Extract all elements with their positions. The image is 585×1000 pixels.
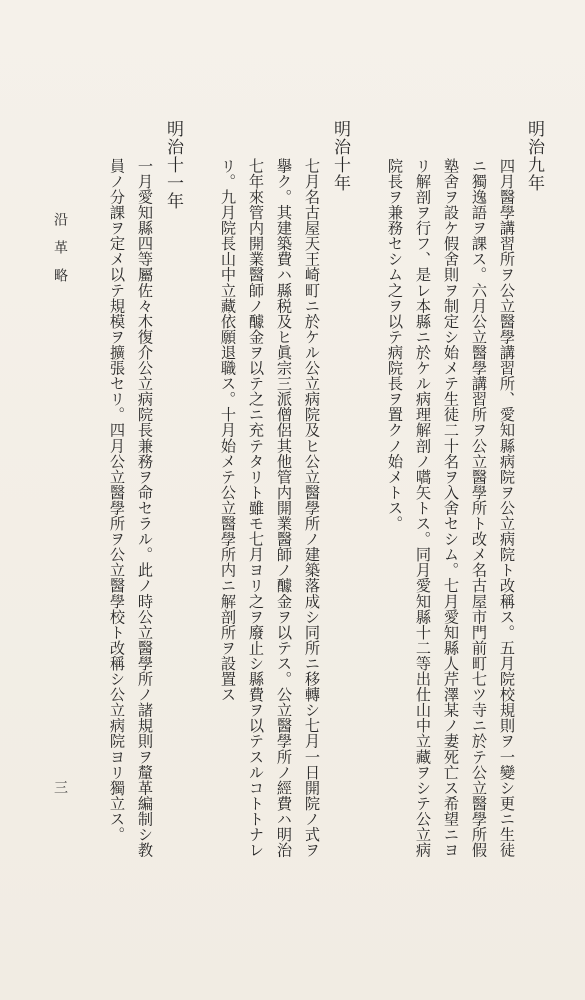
paragraph-column: 七年來管内開業醫師ノ醵金ヲ以テ之ニ充テタリト雖モ七月ヨリ之ヲ廢止シ縣費ヲ以テスルコトトナレ [247,158,265,858]
paragraph-column: 擧ク。其建築費ハ縣税及ヒ眞宗三派僧侶其他管内開業醫師ノ醵金ヲ以テス。公立醫學所ノ經費ハ明治 [275,158,293,858]
paragraph-column: リ解剖ヲ行フ、是レ本縣ニ於ケル病理解剖ノ嚆矢トス。同月愛知縣十二等出仕山中立藏ヲシテ公立病 [414,158,432,858]
paragraph-column: 員ノ分課ヲ定メ以テ規模ヲ擴張セリ。四月公立醫學所ヲ公立醫學校ト改稱シ公立病院ヨリ獨立ス。 [108,158,126,843]
paragraph-column: 七月名古屋天王崎町ニ於ケル公立病院及ヒ公立醫學所ノ建築落成シ同所ニ移轉シ七月一日開院ノ式ヲ [303,158,321,858]
section-heading-meiji-9: 明治九年 [524,120,544,192]
paragraph-column: 院長ヲ兼務セシム之ヲ以テ病院長ヲ置クノ始メトス。 [386,158,404,532]
section-heading-meiji-11: 明治十一年 [163,120,183,210]
paragraph-column: 塾舍ヲ設ケ假舍則ヲ制定シ始メテ生徒二十名ヲ入舍セシム。七月愛知縣人芹澤某ノ妻死亡ス希望ニヨ [442,158,460,858]
paragraph-column: リ。九月院長山中立藏依願退職ス。十月始メテ公立醫學所内ニ解剖所ヲ設置ス [219,158,237,703]
page-number: 三 [52,780,68,794]
paragraph-column: 一月愛知縣四等屬佐々木復介公立病院長兼務ヲ命セラル。此ノ時公立醫學所ノ諸規則ヲ釐革編制シ教 [136,158,154,858]
running-title: 沿革略 [52,212,68,296]
paragraph-column: 四月醫學講習所ヲ公立醫學講習所、愛知縣病院ヲ公立病院ト改稱ス。五月院校規則ヲ一變シ更ニ生徒 [498,158,516,858]
section-heading-meiji-10: 明治十年 [330,120,350,192]
paragraph-column: ニ獨逸語ヲ課ス。六月公立醫學講習所ヲ公立醫學所ト改メ名古屋市門前町七ツ寺ニ於テ公立醫學所假 [470,158,488,858]
